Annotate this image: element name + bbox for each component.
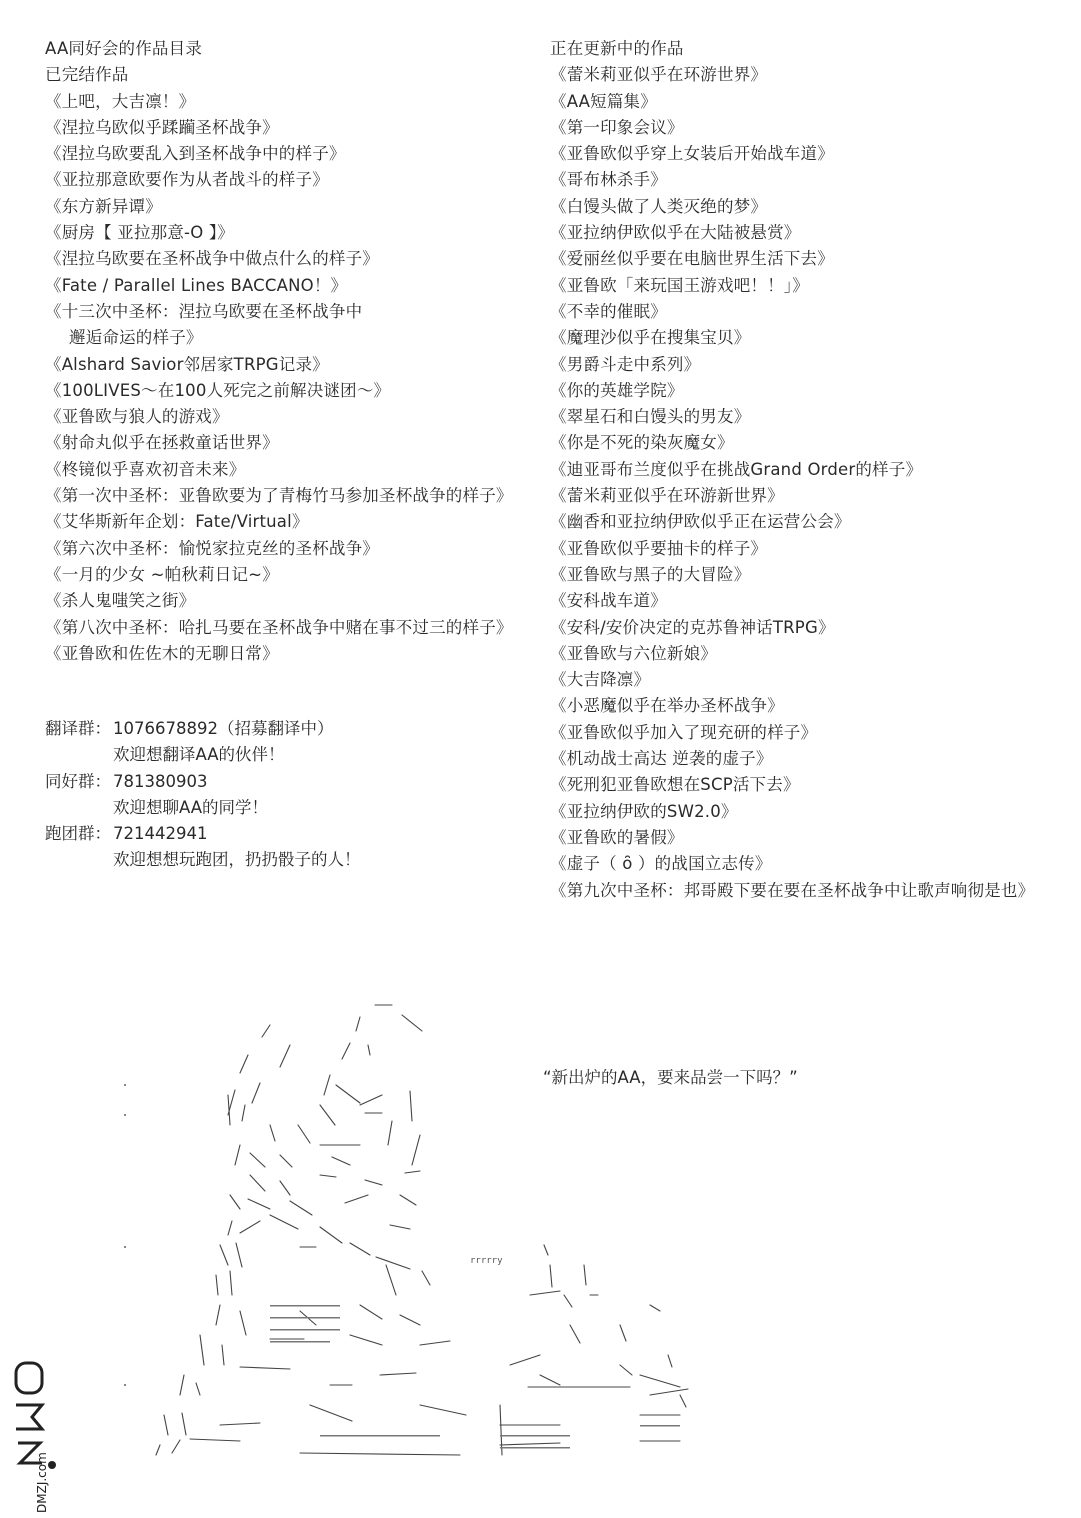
group-label: 翻译群： — [45, 719, 111, 738]
catalog-title: AA同好会的作品目录 — [45, 39, 203, 58]
list-item: 《涅拉乌欧要乱入到圣杯战争中的样子》 — [45, 144, 346, 164]
list-item: 《哥布林杀手》 — [550, 170, 667, 190]
group-number: 721442941 — [113, 824, 208, 844]
art-text: rrrrry — [470, 1256, 503, 1266]
list-item: 《第六次中圣杯：愉悦家拉克丝的圣杯战争》 — [45, 538, 379, 558]
list-item: 《一月的少女 ~帕秋莉日记~》 — [45, 564, 279, 584]
list-item: 《死刑犯亚鲁欧想在SCP活下去》 — [550, 775, 800, 795]
watermark-text: DMZJ.com — [35, 1452, 49, 1513]
list-item: 《安科/安价决定的克苏鲁神话TRPG》 — [550, 617, 835, 637]
ongoing-header: 正在更新中的作品 — [550, 39, 684, 58]
list-item: 《100LIVES～在100人死完之前解决谜团～》 — [45, 380, 391, 400]
list-item: 《翠星石和白馒头的男友》 — [550, 407, 751, 427]
list-item: 《第一次中圣杯：亚鲁欧要为了青梅竹马参加圣杯战争的样子》 — [45, 486, 513, 506]
list-item: 《机动战士高达 逆袭的虚子》 — [550, 749, 773, 769]
completed-header: 已完结作品 — [45, 65, 129, 85]
list-item: 《上吧，大吉凛！》 — [45, 91, 196, 111]
completed-column — [45, 36, 525, 667]
group-note: 欢迎想想玩跑团，扔扔骰子的人！ — [113, 850, 361, 870]
list-item: 《AA短篇集》 — [550, 91, 657, 111]
list-item: 《蕾米莉亚似乎在环游新世界》 — [550, 486, 784, 506]
group-number: 781380903 — [113, 771, 208, 791]
watermark-logo — [6, 1355, 64, 1515]
group-label: 同好群： — [45, 771, 111, 791]
list-item: 《Fate / Parallel Lines BACCANO！》 — [45, 275, 348, 295]
group-row-trpg — [45, 821, 361, 847]
list-item: 《爱丽丝似乎要在电脑世界生活下去》 — [550, 249, 834, 269]
list-item: 《厨房【 亚拉那意-O 】》 — [45, 223, 234, 243]
list-item: 《第八次中圣杯：哈扎马要在圣杯战争中赌在事不过三的样子》 — [45, 617, 513, 637]
list-item: 《白馒头做了人类灭绝的梦》 — [550, 196, 768, 216]
list-item: 《亚鲁欧与狼人的游戏》 — [45, 407, 229, 427]
list-item: 《第九次中圣杯：邦哥殿下要在要在圣杯战争中让歌声响彻是也》 — [550, 880, 1035, 900]
ascii-art-illustration — [120, 995, 720, 1475]
list-item: 《射命丸似乎在拯救童话世界》 — [45, 433, 279, 453]
list-item: 《亚鲁欧与黑子的大冒险》 — [550, 564, 751, 584]
list-item: 《男爵斗走中系列》 — [550, 354, 701, 374]
list-item: 《亚鲁欧似乎穿上女装后开始战车道》 — [550, 144, 834, 164]
list-item: 《迪亚哥布兰度似乎在挑战Grand Order的样子》 — [550, 459, 923, 479]
list-item: 《杀人鬼嗤笑之街》 — [45, 591, 196, 611]
list-item: 《亚鲁欧和佐佐木的无聊日常》 — [45, 643, 279, 663]
list-item: 《第一印象会议》 — [550, 117, 684, 137]
list-item: 《涅拉乌欧似乎蹂躏圣杯战争》 — [45, 117, 279, 137]
list-item: 《幽香和亚拉纳伊欧似乎正在运营公会》 — [550, 512, 851, 532]
group-note: 欢迎想聊AA的同学！ — [113, 797, 269, 817]
group-number: 1076678892（招募翻译中） — [113, 719, 334, 738]
list-item: 《十三次中圣杯：涅拉乌欧要在圣杯战争中 — [45, 301, 363, 321]
list-item: 《大吉降凛》 — [550, 670, 651, 690]
group-info — [45, 716, 361, 874]
list-item: 《涅拉乌欧要在圣杯战争中做点什么的样子》 — [45, 249, 379, 269]
list-item: 《亚拉那意欧要作为从者战斗的样子》 — [45, 170, 329, 190]
list-item: 《亚拉纳伊欧似乎在大陆被悬赏》 — [550, 223, 801, 243]
list-item: 《不幸的催眠》 — [550, 301, 667, 321]
speech-quote: “新出炉的AA，要来品尝一下吗？” — [543, 1068, 798, 1087]
list-item: 《小恶魔似乎在举办圣杯战争》 — [550, 696, 784, 716]
group-row-translation — [45, 716, 361, 742]
list-item: 《你是不死的染灰魔女》 — [550, 433, 734, 453]
list-item-continuation: 邂逅命运的样子》 — [69, 328, 203, 348]
list-item: 《亚鲁欧似乎要抽卡的样子》 — [550, 538, 768, 558]
list-item: 《亚鲁欧「来玩国王游戏吧！！」》 — [550, 275, 809, 295]
list-item: 《安科战车道》 — [550, 591, 667, 611]
group-row-fan — [45, 769, 361, 795]
list-item: 《魔理沙似乎在搜集宝贝》 — [550, 328, 751, 348]
list-item: 《柊镜似乎喜欢初音未来》 — [45, 459, 246, 479]
group-note: 欢迎想翻译AA的伙伴！ — [113, 745, 285, 765]
list-item: 《你的英雄学院》 — [550, 380, 684, 400]
list-item: 《Alshard Savior邻居家TRPG记录》 — [45, 354, 329, 374]
list-item: 《艾华斯新年企划：Fate/Virtual》 — [45, 512, 309, 532]
group-label: 跑团群： — [45, 824, 111, 844]
list-item: 《东方新异谭》 — [45, 196, 162, 216]
list-item: 《蕾米莉亚似乎在环游世界》 — [550, 65, 768, 85]
list-item: 《亚拉纳伊欧的SW2.0》 — [550, 801, 738, 821]
ongoing-column — [550, 36, 1070, 904]
list-item: 《亚鲁欧似乎加入了现充研的样子》 — [550, 722, 818, 742]
list-item: 《亚鲁欧与六位新娘》 — [550, 643, 717, 663]
list-item: 《虚子（ ȏ ）的战国立志传》 — [550, 854, 772, 874]
list-item: 《亚鲁欧的暑假》 — [550, 827, 684, 847]
